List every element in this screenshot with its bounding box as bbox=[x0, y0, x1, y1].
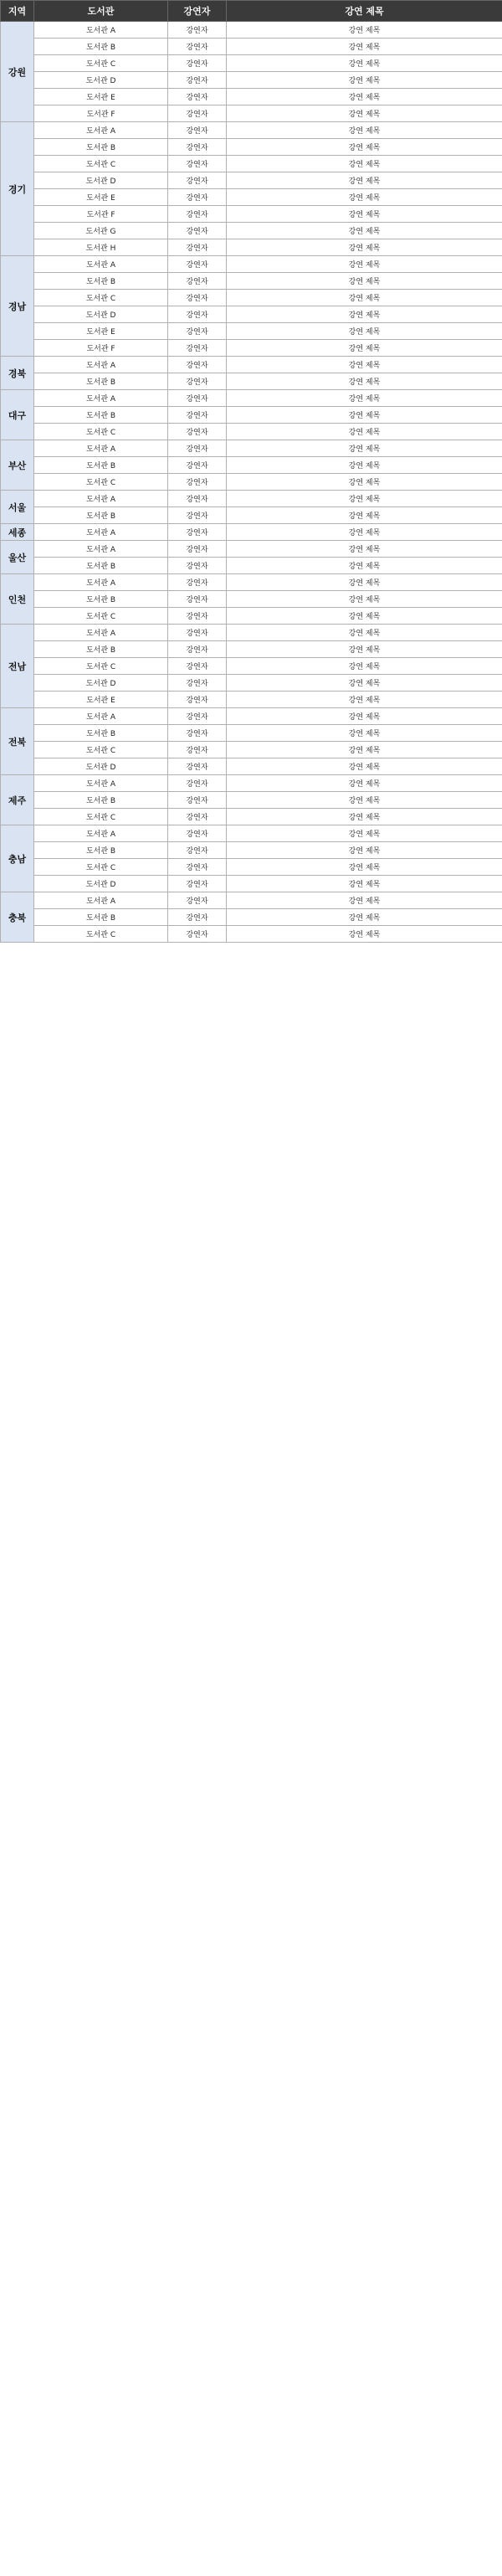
library-cell: 도서관 C bbox=[34, 608, 168, 625]
table-row bbox=[1, 926, 502, 943]
table-row bbox=[1, 189, 502, 206]
region-cell: 경남 bbox=[1, 256, 34, 357]
table-row bbox=[1, 256, 502, 273]
library-cell: 도서관 C bbox=[34, 290, 168, 306]
table-row bbox=[1, 474, 502, 491]
table-row bbox=[1, 792, 502, 809]
region-cell: 강원 bbox=[1, 22, 34, 122]
instructor-cell: 강연자 bbox=[168, 692, 227, 708]
library-cell: 도서관 D bbox=[34, 675, 168, 692]
lecture-title-cell: 강연 제목 bbox=[227, 273, 502, 290]
table-row bbox=[1, 625, 502, 641]
lecture-title-cell: 강연 제목 bbox=[227, 625, 502, 641]
table-row bbox=[1, 323, 502, 340]
instructor-cell: 강연자 bbox=[168, 842, 227, 859]
lecture-title-cell: 강연 제목 bbox=[227, 72, 502, 89]
instructor-cell: 강연자 bbox=[168, 89, 227, 105]
instructor-cell: 강연자 bbox=[168, 122, 227, 139]
instructor-cell: 강연자 bbox=[168, 273, 227, 290]
lecture-title-cell: 강연 제목 bbox=[227, 909, 502, 926]
lecture-title-cell: 강연 제목 bbox=[227, 340, 502, 357]
table-row bbox=[1, 742, 502, 758]
instructor-cell: 강연자 bbox=[168, 474, 227, 491]
library-cell: 도서관 E bbox=[34, 692, 168, 708]
library-cell: 도서관 A bbox=[34, 524, 168, 541]
library-cell: 도서관 A bbox=[34, 708, 168, 725]
table-row bbox=[1, 22, 502, 39]
library-cell: 도서관 A bbox=[34, 122, 168, 139]
lecture-title-cell: 강연 제목 bbox=[227, 859, 502, 876]
library-cell: 도서관 A bbox=[34, 825, 168, 842]
table-row bbox=[1, 306, 502, 323]
lecture-title-cell: 강연 제목 bbox=[227, 39, 502, 55]
table-row bbox=[1, 892, 502, 909]
lecture-title-cell: 강연 제목 bbox=[227, 675, 502, 692]
table-row bbox=[1, 223, 502, 239]
library-cell: 도서관 B bbox=[34, 373, 168, 390]
instructor-cell: 강연자 bbox=[168, 424, 227, 440]
library-cell: 도서관 B bbox=[34, 725, 168, 742]
instructor-cell: 강연자 bbox=[168, 22, 227, 39]
lecture-title-cell: 강연 제목 bbox=[227, 591, 502, 608]
instructor-cell: 강연자 bbox=[168, 926, 227, 943]
table-row bbox=[1, 55, 502, 72]
library-cell: 도서관 C bbox=[34, 55, 168, 72]
library-cell: 도서관 A bbox=[34, 491, 168, 507]
lecture-title-cell: 강연 제목 bbox=[227, 524, 502, 541]
table-row bbox=[1, 541, 502, 558]
lecture-title-cell: 강연 제목 bbox=[227, 172, 502, 189]
instructor-cell: 강연자 bbox=[168, 172, 227, 189]
region-cell: 경기 bbox=[1, 122, 34, 256]
lecture-title-cell: 강연 제목 bbox=[227, 876, 502, 892]
lecture-title-cell: 강연 제목 bbox=[227, 892, 502, 909]
lecture-title-cell: 강연 제목 bbox=[227, 758, 502, 775]
lecture-title-cell: 강연 제목 bbox=[227, 608, 502, 625]
library-cell: 도서관 A bbox=[34, 574, 168, 591]
instructor-cell: 강연자 bbox=[168, 876, 227, 892]
lecture-title-cell: 강연 제목 bbox=[227, 22, 502, 39]
table-row bbox=[1, 775, 502, 792]
instructor-cell: 강연자 bbox=[168, 675, 227, 692]
table-row bbox=[1, 290, 502, 306]
table-row bbox=[1, 407, 502, 424]
instructor-cell: 강연자 bbox=[168, 156, 227, 172]
table-row bbox=[1, 708, 502, 725]
table-row bbox=[1, 524, 502, 541]
library-cell: 도서관 F bbox=[34, 206, 168, 223]
library-cell: 도서관 C bbox=[34, 859, 168, 876]
region-cell: 전남 bbox=[1, 625, 34, 708]
instructor-cell: 강연자 bbox=[168, 373, 227, 390]
library-cell: 도서관 H bbox=[34, 239, 168, 256]
table-row bbox=[1, 608, 502, 625]
library-cell: 도서관 C bbox=[34, 156, 168, 172]
library-cell: 도서관 E bbox=[34, 89, 168, 105]
table-row bbox=[1, 206, 502, 223]
table-row bbox=[1, 172, 502, 189]
region-cell: 충북 bbox=[1, 892, 34, 943]
table-row bbox=[1, 491, 502, 507]
lecture-title-cell: 강연 제목 bbox=[227, 139, 502, 156]
lecture-schedule-table bbox=[0, 0, 502, 943]
library-cell: 도서관 F bbox=[34, 105, 168, 122]
instructor-cell: 강연자 bbox=[168, 541, 227, 558]
table-row bbox=[1, 340, 502, 357]
region-cell: 울산 bbox=[1, 541, 34, 574]
table-row bbox=[1, 558, 502, 574]
library-cell: 도서관 C bbox=[34, 658, 168, 675]
lecture-title-cell: 강연 제목 bbox=[227, 708, 502, 725]
library-cell: 도서관 D bbox=[34, 306, 168, 323]
table-row bbox=[1, 909, 502, 926]
lecture-title-cell: 강연 제목 bbox=[227, 55, 502, 72]
lecture-title-cell: 강연 제목 bbox=[227, 491, 502, 507]
table-row bbox=[1, 440, 502, 457]
library-cell: 도서관 A bbox=[34, 775, 168, 792]
lecture-title-cell: 강연 제목 bbox=[227, 692, 502, 708]
table-row bbox=[1, 725, 502, 742]
lecture-title-cell: 강연 제목 bbox=[227, 223, 502, 239]
table-row bbox=[1, 139, 502, 156]
table-row bbox=[1, 507, 502, 524]
instructor-cell: 강연자 bbox=[168, 390, 227, 407]
lecture-title-cell: 강연 제목 bbox=[227, 206, 502, 223]
library-cell: 도서관 B bbox=[34, 792, 168, 809]
library-cell: 도서관 D bbox=[34, 72, 168, 89]
library-cell: 도서관 A bbox=[34, 440, 168, 457]
instructor-cell: 강연자 bbox=[168, 758, 227, 775]
region-cell: 제주 bbox=[1, 775, 34, 825]
table-body bbox=[1, 22, 502, 943]
instructor-cell: 강연자 bbox=[168, 189, 227, 206]
table-row bbox=[1, 641, 502, 658]
library-cell: 도서관 B bbox=[34, 909, 168, 926]
instructor-cell: 강연자 bbox=[168, 775, 227, 792]
region-cell: 인천 bbox=[1, 574, 34, 625]
table-row bbox=[1, 574, 502, 591]
table-row bbox=[1, 156, 502, 172]
instructor-cell: 강연자 bbox=[168, 223, 227, 239]
lecture-title-cell: 강연 제목 bbox=[227, 842, 502, 859]
instructor-cell: 강연자 bbox=[168, 239, 227, 256]
instructor-cell: 강연자 bbox=[168, 708, 227, 725]
lecture-title-cell: 강연 제목 bbox=[227, 323, 502, 340]
lecture-title-cell: 강연 제목 bbox=[227, 792, 502, 809]
region-cell: 서울 bbox=[1, 491, 34, 524]
table-row bbox=[1, 859, 502, 876]
instructor-cell: 강연자 bbox=[168, 859, 227, 876]
instructor-cell: 강연자 bbox=[168, 658, 227, 675]
instructor-cell: 강연자 bbox=[168, 491, 227, 507]
instructor-cell: 강연자 bbox=[168, 323, 227, 340]
lecture-title-cell: 강연 제목 bbox=[227, 457, 502, 474]
table-row bbox=[1, 591, 502, 608]
region-cell: 세종 bbox=[1, 524, 34, 541]
table-row bbox=[1, 390, 502, 407]
library-cell: 도서관 C bbox=[34, 474, 168, 491]
library-cell: 도서관 E bbox=[34, 323, 168, 340]
table-row bbox=[1, 239, 502, 256]
lecture-title-cell: 강연 제목 bbox=[227, 574, 502, 591]
region-cell: 전북 bbox=[1, 708, 34, 775]
instructor-cell: 강연자 bbox=[168, 407, 227, 424]
region-cell: 경북 bbox=[1, 357, 34, 390]
table-row bbox=[1, 675, 502, 692]
table-row bbox=[1, 809, 502, 825]
lecture-title-cell: 강연 제목 bbox=[227, 775, 502, 792]
library-cell: 도서관 A bbox=[34, 892, 168, 909]
instructor-cell: 강연자 bbox=[168, 72, 227, 89]
instructor-cell: 강연자 bbox=[168, 105, 227, 122]
instructor-cell: 강연자 bbox=[168, 558, 227, 574]
table-row bbox=[1, 373, 502, 390]
instructor-cell: 강연자 bbox=[168, 290, 227, 306]
library-cell: 도서관 E bbox=[34, 189, 168, 206]
lecture-title-cell: 강연 제목 bbox=[227, 440, 502, 457]
lecture-title-cell: 강연 제목 bbox=[227, 306, 502, 323]
table-row bbox=[1, 89, 502, 105]
instructor-cell: 강연자 bbox=[168, 139, 227, 156]
instructor-cell: 강연자 bbox=[168, 641, 227, 658]
instructor-cell: 강연자 bbox=[168, 440, 227, 457]
instructor-cell: 강연자 bbox=[168, 892, 227, 909]
library-cell: 도서관 B bbox=[34, 558, 168, 574]
library-cell: 도서관 D bbox=[34, 172, 168, 189]
lecture-title-cell: 강연 제목 bbox=[227, 725, 502, 742]
lecture-title-cell: 강연 제목 bbox=[227, 239, 502, 256]
instructor-cell: 강연자 bbox=[168, 306, 227, 323]
instructor-cell: 강연자 bbox=[168, 574, 227, 591]
instructor-cell: 강연자 bbox=[168, 55, 227, 72]
lecture-title-cell: 강연 제목 bbox=[227, 742, 502, 758]
table-row bbox=[1, 39, 502, 55]
table-row bbox=[1, 457, 502, 474]
library-cell: 도서관 G bbox=[34, 223, 168, 239]
library-cell: 도서관 B bbox=[34, 457, 168, 474]
table-row bbox=[1, 658, 502, 675]
library-cell: 도서관 F bbox=[34, 340, 168, 357]
library-cell: 도서관 D bbox=[34, 876, 168, 892]
instructor-cell: 강연자 bbox=[168, 792, 227, 809]
instructor-cell: 강연자 bbox=[168, 357, 227, 373]
library-cell: 도서관 B bbox=[34, 139, 168, 156]
lecture-title-cell: 강연 제목 bbox=[227, 189, 502, 206]
lecture-title-cell: 강연 제목 bbox=[227, 290, 502, 306]
table-row bbox=[1, 758, 502, 775]
lecture-title-cell: 강연 제목 bbox=[227, 156, 502, 172]
table-row bbox=[1, 273, 502, 290]
library-cell: 도서관 A bbox=[34, 357, 168, 373]
library-cell: 도서관 C bbox=[34, 742, 168, 758]
instructor-cell: 강연자 bbox=[168, 625, 227, 641]
library-cell: 도서관 C bbox=[34, 926, 168, 943]
library-cell: 도서관 C bbox=[34, 424, 168, 440]
instructor-cell: 강연자 bbox=[168, 809, 227, 825]
lecture-title-cell: 강연 제목 bbox=[227, 407, 502, 424]
lecture-title-cell: 강연 제목 bbox=[227, 256, 502, 273]
instructor-cell: 강연자 bbox=[168, 256, 227, 273]
table-row bbox=[1, 842, 502, 859]
lecture-title-cell: 강연 제목 bbox=[227, 89, 502, 105]
table-row bbox=[1, 122, 502, 139]
table-row bbox=[1, 357, 502, 373]
library-cell: 도서관 D bbox=[34, 758, 168, 775]
instructor-cell: 강연자 bbox=[168, 591, 227, 608]
library-cell: 도서관 A bbox=[34, 541, 168, 558]
library-cell: 도서관 B bbox=[34, 842, 168, 859]
lecture-title-cell: 강연 제목 bbox=[227, 809, 502, 825]
region-cell: 부산 bbox=[1, 440, 34, 491]
instructor-cell: 강연자 bbox=[168, 507, 227, 524]
instructor-cell: 강연자 bbox=[168, 608, 227, 625]
region-cell: 충남 bbox=[1, 825, 34, 892]
lecture-title-cell: 강연 제목 bbox=[227, 390, 502, 407]
instructor-cell: 강연자 bbox=[168, 524, 227, 541]
region-cell: 대구 bbox=[1, 390, 34, 440]
instructor-cell: 강연자 bbox=[168, 742, 227, 758]
header-instructor: 강연자 bbox=[168, 1, 227, 22]
header-library: 도서관 bbox=[34, 1, 168, 22]
library-cell: 도서관 A bbox=[34, 625, 168, 641]
lecture-title-cell: 강연 제목 bbox=[227, 926, 502, 943]
library-cell: 도서관 C bbox=[34, 809, 168, 825]
instructor-cell: 강연자 bbox=[168, 825, 227, 842]
header-region: 지역 bbox=[1, 1, 34, 22]
instructor-cell: 강연자 bbox=[168, 909, 227, 926]
table-row bbox=[1, 72, 502, 89]
instructor-cell: 강연자 bbox=[168, 340, 227, 357]
library-cell: 도서관 A bbox=[34, 390, 168, 407]
table-row bbox=[1, 825, 502, 842]
lecture-title-cell: 강연 제목 bbox=[227, 558, 502, 574]
table-row bbox=[1, 105, 502, 122]
table-row bbox=[1, 876, 502, 892]
library-cell: 도서관 B bbox=[34, 407, 168, 424]
lecture-title-cell: 강연 제목 bbox=[227, 474, 502, 491]
lecture-title-cell: 강연 제목 bbox=[227, 658, 502, 675]
header-row bbox=[1, 1, 502, 22]
lecture-title-cell: 강연 제목 bbox=[227, 105, 502, 122]
instructor-cell: 강연자 bbox=[168, 39, 227, 55]
header-lecture-title: 강연 제목 bbox=[227, 1, 502, 22]
instructor-cell: 강연자 bbox=[168, 457, 227, 474]
library-cell: 도서관 B bbox=[34, 273, 168, 290]
library-cell: 도서관 B bbox=[34, 591, 168, 608]
lecture-title-cell: 강연 제목 bbox=[227, 507, 502, 524]
table-header bbox=[1, 1, 502, 22]
lecture-title-cell: 강연 제목 bbox=[227, 825, 502, 842]
table-row bbox=[1, 424, 502, 440]
instructor-cell: 강연자 bbox=[168, 206, 227, 223]
lecture-title-cell: 강연 제목 bbox=[227, 424, 502, 440]
lecture-title-cell: 강연 제목 bbox=[227, 373, 502, 390]
library-cell: 도서관 B bbox=[34, 39, 168, 55]
library-cell: 도서관 B bbox=[34, 507, 168, 524]
library-cell: 도서관 A bbox=[34, 256, 168, 273]
lecture-title-cell: 강연 제목 bbox=[227, 641, 502, 658]
instructor-cell: 강연자 bbox=[168, 725, 227, 742]
library-cell: 도서관 B bbox=[34, 641, 168, 658]
table-row bbox=[1, 692, 502, 708]
lecture-title-cell: 강연 제목 bbox=[227, 541, 502, 558]
library-cell: 도서관 A bbox=[34, 22, 168, 39]
lecture-title-cell: 강연 제목 bbox=[227, 357, 502, 373]
lecture-title-cell: 강연 제목 bbox=[227, 122, 502, 139]
